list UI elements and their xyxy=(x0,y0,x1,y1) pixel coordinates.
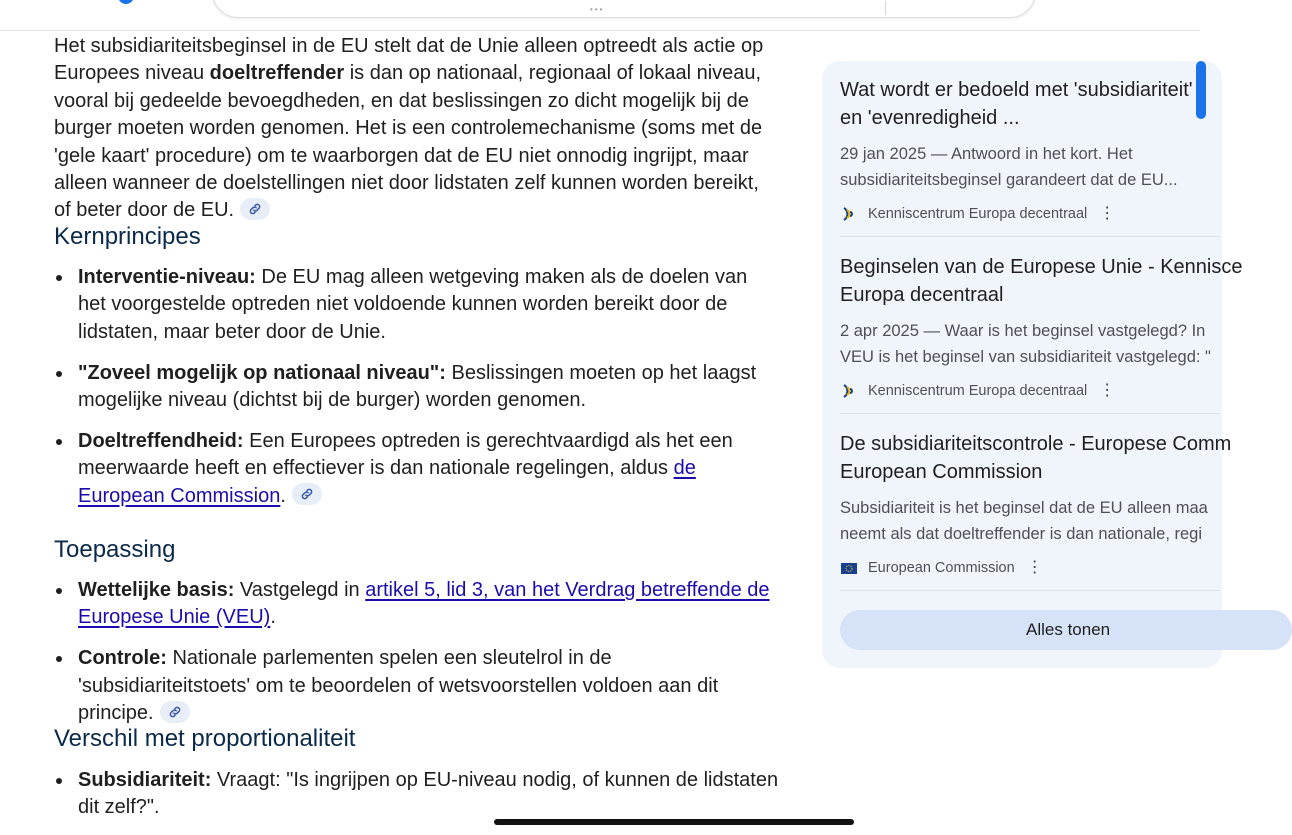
list-item: Controle: Nationale parlementen spelen een sleutelrol in de 'subsidiariteitstoets' om te beoordelen of wetsvoorstellen voldoen aan dit principe. xyxy=(54,645,780,727)
section-heading-kernprincipes: Kernprincipes xyxy=(54,223,201,250)
divider xyxy=(840,236,1220,237)
search-bar[interactable] xyxy=(212,0,1036,18)
home-indicator[interactable] xyxy=(494,819,854,825)
account-indicator[interactable] xyxy=(118,0,134,4)
list-item: Subsidiariteit: Vraagt: "Is ingrijpen op EU-niveau nodig, of kunnen de lidstaten dit zelf?". xyxy=(54,767,780,822)
source-name: Kenniscentrum Europa decentraal xyxy=(868,383,1088,399)
list-item: Doeltreffendheid: Een Europees optreden is gerechtvaardigd als het een meerwaarde heeft en effectiever is dan nationale regelingen, aldus de European Commission. xyxy=(54,428,780,510)
divider xyxy=(840,413,1220,414)
source-attribution xyxy=(840,557,1220,579)
sources-panel xyxy=(822,61,1243,668)
citation-link-icon[interactable] xyxy=(160,701,190,723)
toepassing-list xyxy=(54,577,780,741)
next-source-thumbnail[interactable] xyxy=(1196,61,1206,119)
list-item: Wettelijke basis: Vastgelegd in artikel 5, lid 3, van het Verdrag betreffende de Europese Unie (VEU). xyxy=(54,577,780,632)
europa-decentraal-logo-icon xyxy=(840,205,858,223)
show-all-button[interactable]: Alles tonen xyxy=(840,610,1292,650)
kernprincipes-list xyxy=(54,264,780,523)
drag-handle-icon[interactable]: ••• xyxy=(590,5,605,14)
more-options-icon[interactable]: ⋮ xyxy=(1099,205,1116,222)
intro-paragraph: Het subsidiariteitsbeginsel in de EU stelt dat de Unie alleen optreedt als actie op Europees niveau doeltreffender is dan op nationaal, regionaal of lokaal niveau, vooral bij gedeelde bevoegdheden, en dat beslissingen zo dicht mogelijk bij de burger moeten worden genomen. Het is een controlemechanisme (soms met de 'gele kaart' procedure) om te waarborgen dat de EU niet onnodig ingrijpt, maar alleen wanneer de doelstellingen niet door lidstaten zelf kunnen worden bereikt, of beter door de EU. xyxy=(54,35,764,222)
source-card-title[interactable]: Wat wordt er bedoeld met 'subsidiariteit' en 'evenredigheid ... xyxy=(840,79,1193,129)
more-options-icon[interactable]: ⋮ xyxy=(1026,559,1043,576)
source-card[interactable] xyxy=(840,431,1232,579)
section-heading-verschil: Verschil met proportionaliteit xyxy=(54,725,356,752)
source-card[interactable] xyxy=(840,254,1243,402)
source-attribution xyxy=(840,380,1220,402)
source-name: Kenniscentrum Europa decentraal xyxy=(868,206,1088,222)
source-card-title[interactable]: De subsidiariteitscontrole - Europese Comm European Commission xyxy=(840,433,1232,483)
europa-decentraal-logo-icon xyxy=(840,382,858,400)
citation-link-icon[interactable] xyxy=(292,483,322,505)
list-item: Interventie-niveau: De EU mag alleen wetgeving maken als de doelen van het voorgestelde optreden niet voldoende kunnen worden bereikt door de lidstaten, maar beter door de Unie. xyxy=(54,264,780,346)
source-name: European Commission xyxy=(868,560,1015,576)
top-bar xyxy=(0,0,1200,31)
divider xyxy=(840,590,1220,591)
more-options-icon[interactable]: ⋮ xyxy=(1099,382,1116,399)
section-heading-toepassing: Toepassing xyxy=(54,536,176,563)
source-attribution xyxy=(840,203,1220,225)
source-card[interactable] xyxy=(840,77,1220,225)
list-item: "Zoveel mogelijk op nationaal niveau": Beslissingen moeten op het laagst mogelijke niveau (dichtst bij de burger) worden genomen. xyxy=(54,360,780,415)
source-card-snippet: Subsidiariteit is het beginsel dat de EU alleen maa neemt als dat doeltreffender is dan nationale, regi xyxy=(840,499,1208,543)
source-card-snippet: 2 apr 2025 — Waar is het beginsel vastgelegd? In VEU is het beginsel van subsidiariteit vastgelegd: " xyxy=(840,322,1211,366)
ai-answer xyxy=(54,30,780,819)
search-divider xyxy=(885,1,886,15)
article-5-link[interactable]: artikel 5, lid 3, van het Verdrag betreffende de Europese Unie (VEU) xyxy=(78,579,770,629)
european-commission-link[interactable]: de European Commission xyxy=(78,457,696,507)
source-card-snippet: 29 jan 2025 — Antwoord in het kort. Het subsidiariteitsbeginsel garandeert dat de EU... xyxy=(840,145,1178,189)
source-card-title[interactable]: Beginselen van de Europese Unie - Kennisce Europa decentraal xyxy=(840,256,1243,306)
eu-flag-icon xyxy=(840,559,858,577)
citation-link-icon[interactable] xyxy=(240,198,270,220)
